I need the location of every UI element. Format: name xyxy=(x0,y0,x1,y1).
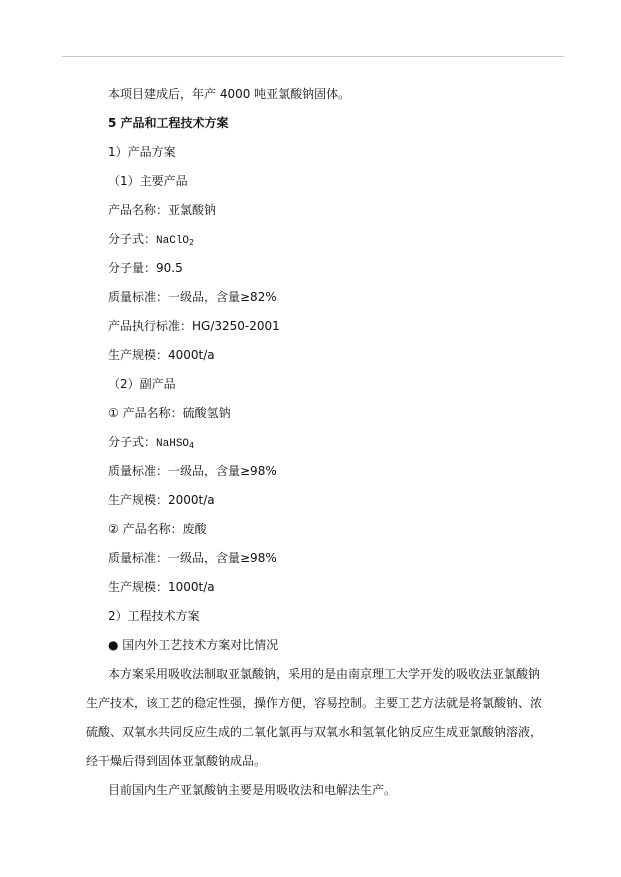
main-product-mw: 分子量：90.5 xyxy=(108,261,183,275)
intro-text: 本项目建成后，年产 4000 吨亚氯酸钠固体。 xyxy=(108,87,351,101)
section-title: 5 产品和工程技术方案 xyxy=(108,116,229,130)
header-rule xyxy=(62,56,564,57)
formula-main: NaHSO xyxy=(156,438,190,450)
by-products-heading: （2）副产品 xyxy=(108,377,176,391)
byproduct2-scale: 生产规模：1000t/a xyxy=(108,580,215,594)
formula-main: NaClO xyxy=(156,235,190,247)
byproduct2-name: ② 产品名称：废酸 xyxy=(108,522,207,536)
formula-subscript: 2 xyxy=(189,238,195,247)
byproduct1-scale: 生产规模：2000t/a xyxy=(108,493,215,507)
paragraph-1-line-2: 生产技术，该工艺的稳定性强，操作方便，容易控制。主要工艺方法就是将氯酸钠、浓 xyxy=(86,696,543,710)
bullet-comparison: ● 国内外工艺技术方案对比情况 xyxy=(108,638,279,652)
byproduct2-quality: 质量标准：一级品，含量≥98% xyxy=(108,551,277,565)
main-product-formula xyxy=(108,231,194,251)
formula-label: 分子式： xyxy=(108,435,157,449)
subsection-tech-plan: 2）工程技术方案 xyxy=(108,609,200,623)
main-product-scale: 生产规模：4000t/a xyxy=(108,348,215,362)
paragraph-1-line-4: 经干燥后得到固体亚氯酸钠成品。 xyxy=(86,754,267,768)
paragraph-2: 目前国内生产亚氯酸钠主要是用吸收法和电解法生产。 xyxy=(108,783,397,797)
main-product-standard: 产品执行标准：HG/3250-2001 xyxy=(108,319,280,333)
byproduct1-quality: 质量标准：一级品，含量≥98% xyxy=(108,464,277,478)
formula-label: 分子式： xyxy=(108,232,157,246)
main-product-name: 产品名称：亚氯酸钠 xyxy=(108,203,217,217)
paragraph-1-line-1: 本方案采用吸收法制取亚氯酸钠，采用的是由南京理工大学开发的吸收法亚氯酸钠 xyxy=(108,667,541,681)
formula-subscript: 4 xyxy=(189,441,195,450)
byproduct1-name: ① 产品名称：硫酸氢钠 xyxy=(108,406,231,420)
main-products-heading: （1）主要产品 xyxy=(108,174,188,188)
byproduct1-formula xyxy=(108,434,194,454)
paragraph-1-line-3: 硫酸、双氧水共同反应生成的二氧化氯再与双氧水和氢氧化钠反应生成亚氯酸钠溶液， xyxy=(86,725,543,739)
main-product-quality: 质量标准：一级品，含量≥82% xyxy=(108,290,277,304)
subsection-product-plan: 1）产品方案 xyxy=(108,145,176,159)
